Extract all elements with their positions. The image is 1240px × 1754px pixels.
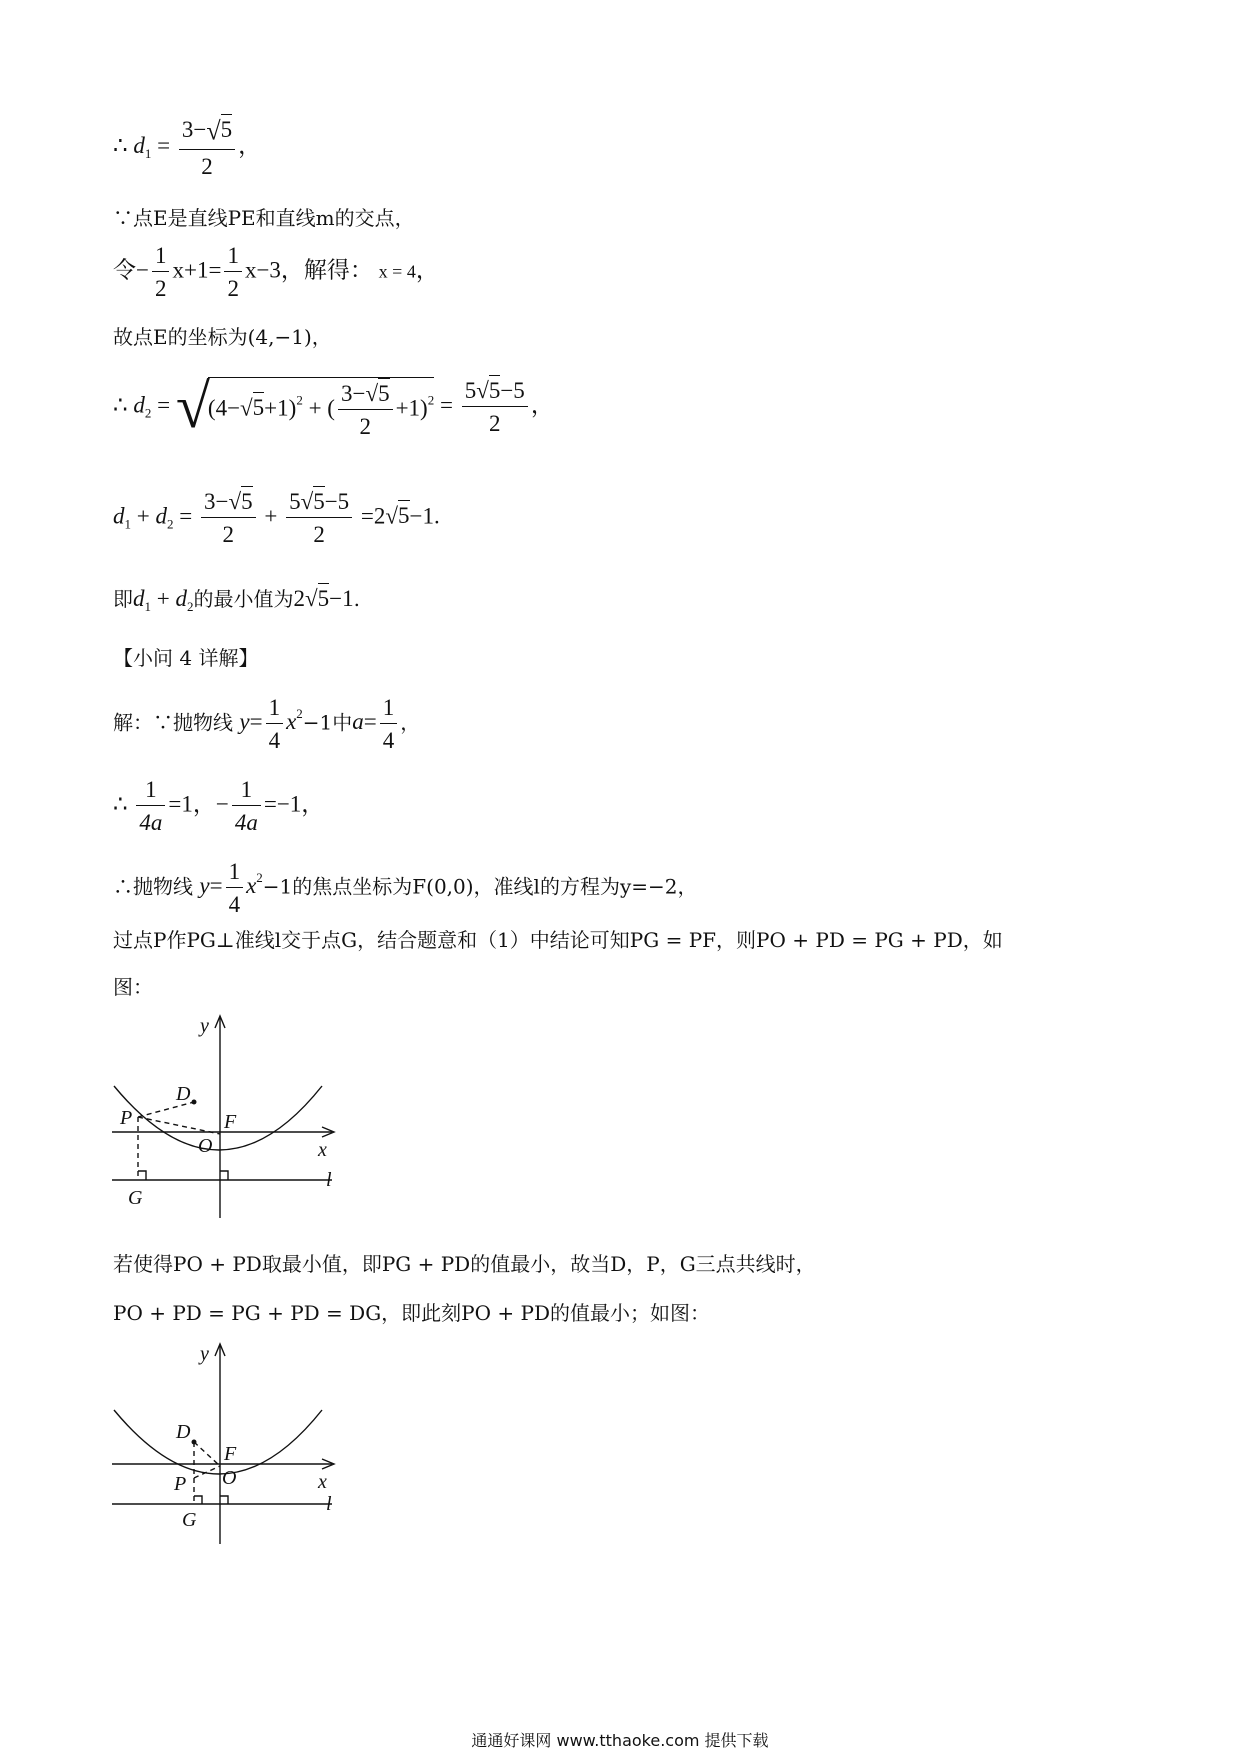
radicand: 5 — [241, 486, 253, 514]
subscript: 2 — [144, 405, 152, 421]
plus: + — [136, 503, 150, 529]
fraction — [152, 244, 170, 300]
var-d: d — [133, 133, 145, 159]
sqrt-content: $(4-√5+1)^2$ + ( $\frac{3-√5}{2}$ +1)$^2$ — [208, 377, 434, 438]
line-coord-e: 故点E的坐标为(4,−1)， — [113, 325, 332, 349]
plus: + — [264, 503, 278, 529]
line-solve-x — [113, 244, 439, 300]
text: 的最小值为 — [193, 587, 294, 611]
den: 2 — [227, 276, 239, 301]
var-d: d — [175, 586, 187, 611]
den: 4 — [228, 892, 241, 917]
equals: = — [249, 709, 263, 735]
radicand: 5 — [398, 500, 410, 528]
fraction: $\frac{3-√5}{2}$ — [338, 382, 393, 438]
line-d2 — [113, 373, 554, 441]
den: 2 — [313, 522, 325, 547]
plus: + — [308, 394, 322, 420]
subscript: 1 — [144, 599, 151, 614]
var-d: d — [113, 503, 125, 529]
var-x: x — [246, 873, 257, 899]
label-p: P — [120, 1107, 133, 1129]
line-d1-plus-d2: $d_1 + d_2$ = $\frac{3-√5}{2}$ + $\frac{5√5-5}{2}$ =2√5−1. — [113, 490, 440, 546]
term: +1) — [264, 394, 297, 420]
den: 4a — [139, 810, 163, 835]
den: 2 — [222, 522, 235, 547]
text: =−1， — [263, 791, 325, 817]
line-d1-value — [113, 118, 261, 178]
fraction: $\frac{3-√5}{2}$ — [201, 490, 256, 546]
line-parabola-a — [113, 696, 420, 752]
radicand: 5 — [313, 486, 325, 514]
fraction — [226, 860, 244, 916]
text: x+1= — [172, 257, 222, 283]
text: x−3，解得： — [244, 257, 373, 283]
num: 5 — [289, 489, 301, 514]
solution: x = 4 — [378, 261, 416, 282]
label-d: D — [176, 1083, 191, 1105]
exponent: 2 — [296, 706, 303, 722]
radicand: 5 — [221, 114, 233, 142]
punct: ， — [238, 133, 262, 159]
var-y: y — [239, 709, 250, 735]
label-g: G — [182, 1509, 197, 1531]
result: 2 — [293, 586, 305, 611]
num: 3− — [340, 380, 366, 406]
line-minimum: 即$d_1 + d_2$的最小值为2√5−1. — [113, 587, 360, 613]
sqrt-sign: √ — [175, 373, 210, 441]
num: 1 — [224, 244, 242, 272]
num: 3− — [203, 489, 229, 514]
text: −1的焦点坐标为F(0,0)，准线l的方程为y=−2， — [262, 874, 698, 899]
equals: = — [209, 873, 223, 899]
therefore-symbol: ∴ — [113, 392, 128, 418]
label-f: F — [224, 1443, 237, 1465]
text: 解：∵抛物线 — [113, 710, 233, 735]
text: ∴抛物线 — [113, 874, 193, 899]
punct: . — [434, 503, 440, 529]
punct: ， — [400, 710, 421, 735]
var-a: a — [352, 709, 364, 735]
label-o: O — [222, 1467, 237, 1489]
segment-df — [194, 1442, 220, 1466]
subscript: 2 — [186, 599, 194, 614]
num: 1 — [136, 778, 165, 806]
exponent: 2 — [256, 870, 263, 886]
exponent: 2 — [296, 391, 303, 407]
term: (4− — [207, 394, 241, 420]
num: 1 — [226, 860, 244, 888]
num: 1 — [232, 778, 261, 806]
radicand: 5 — [378, 378, 390, 406]
result: −1 — [329, 586, 354, 611]
label-y: y — [200, 1015, 209, 1037]
right-angle-o — [220, 1171, 228, 1180]
num: −5 — [324, 489, 350, 514]
var-x: x — [286, 709, 297, 735]
line-focus-calc — [113, 778, 324, 834]
parabola — [114, 1086, 322, 1150]
radicand: 5 — [253, 392, 265, 420]
num: 5 — [464, 378, 477, 403]
equals: = — [363, 709, 377, 735]
den: 2 — [201, 153, 213, 179]
den: 4a — [234, 810, 258, 835]
paren: ( — [327, 394, 335, 420]
text: 令− — [113, 257, 149, 283]
var-d: d — [155, 503, 167, 529]
label-o: O — [198, 1135, 213, 1157]
punct: . — [353, 587, 360, 611]
label-l: l — [326, 1493, 332, 1515]
therefore-symbol: ∴ — [113, 133, 128, 159]
result: −1 — [409, 503, 435, 529]
var-d: d — [133, 392, 145, 418]
punct: ， — [530, 392, 554, 418]
subscript: 1 — [144, 146, 152, 162]
equals: = — [179, 503, 193, 529]
text: =1， — [168, 791, 216, 817]
equals: = — [157, 392, 171, 418]
line-figure-ref: 图： — [113, 975, 153, 999]
punct: ， — [415, 257, 439, 283]
line-pg-pf: 过点P作PG⊥准线l交于点G，结合题意和（1）中结论可知PG = PF，则PO + PD = PG + PD，如 — [113, 928, 1003, 952]
label-p: P — [174, 1473, 187, 1495]
point-d — [192, 1440, 197, 1445]
fraction: $\frac{5√5-5}{2}$ — [286, 490, 352, 546]
label-y: y — [200, 1343, 209, 1365]
radicand: 5 — [489, 375, 501, 403]
label-g: G — [128, 1187, 143, 1209]
result: =2 — [360, 503, 386, 529]
num: 1 — [380, 696, 398, 724]
var-y: y — [199, 873, 210, 899]
point-d — [192, 1100, 197, 1105]
num: 1 — [266, 696, 284, 724]
term: +1) — [395, 394, 428, 420]
den: 2 — [154, 276, 167, 301]
fraction — [380, 696, 398, 752]
line-collinear: 若使得PO + PD取最小值，即PG + PD的值最小，故当D，P，G三点共线时， — [113, 1252, 816, 1276]
num: −5 — [500, 378, 525, 403]
fraction — [232, 778, 261, 834]
equals: = — [157, 133, 171, 159]
den: 2 — [489, 411, 501, 436]
den: 4 — [382, 728, 395, 753]
line-dg-minimum: PO + PD = PG + PD = DG，即此刻PO + PD的值最小；如图： — [113, 1301, 710, 1325]
num: 1 — [152, 244, 170, 272]
radicand: 5 — [318, 583, 330, 611]
label-x: x — [318, 1471, 327, 1493]
fraction — [136, 778, 165, 834]
figure-parabola-1 — [110, 1010, 350, 1220]
right-angle-g — [138, 1171, 146, 1180]
label-l: l — [326, 1169, 332, 1191]
fraction: $\frac{5√5-5}{2}$ — [462, 379, 528, 435]
subscript: 1 — [124, 516, 131, 532]
equals: = — [439, 392, 453, 418]
line-point-e: ∵点E是直线PE和直线m的交点， — [113, 206, 415, 230]
section-heading: 【小问 4 详解】 — [113, 646, 259, 670]
label-f: F — [224, 1111, 237, 1133]
text: −1中 — [302, 710, 353, 735]
den: 4 — [268, 728, 281, 753]
fraction: $\frac{3-√5}{2}$ — [179, 118, 235, 178]
text: 即 — [113, 587, 133, 611]
label-x: x — [318, 1139, 327, 1161]
minus: − — [215, 791, 229, 817]
exponent: 2 — [427, 391, 435, 407]
footer-credit: 通通好课网 www.tthaoke.com 提供下载 — [471, 1731, 769, 1750]
var-d: d — [133, 586, 145, 611]
fraction — [224, 244, 242, 300]
figure-parabola-2 — [110, 1340, 350, 1550]
label-d: D — [176, 1421, 191, 1443]
num: 3− — [181, 117, 207, 142]
plus: + — [156, 586, 170, 611]
right-angle-g — [194, 1496, 202, 1504]
therefore-symbol: ∴ — [113, 791, 128, 817]
subscript: 2 — [166, 516, 174, 532]
right-angle-o — [220, 1496, 228, 1504]
line-focus-directrix — [113, 860, 698, 916]
den: 2 — [359, 413, 372, 439]
fraction — [266, 696, 284, 752]
